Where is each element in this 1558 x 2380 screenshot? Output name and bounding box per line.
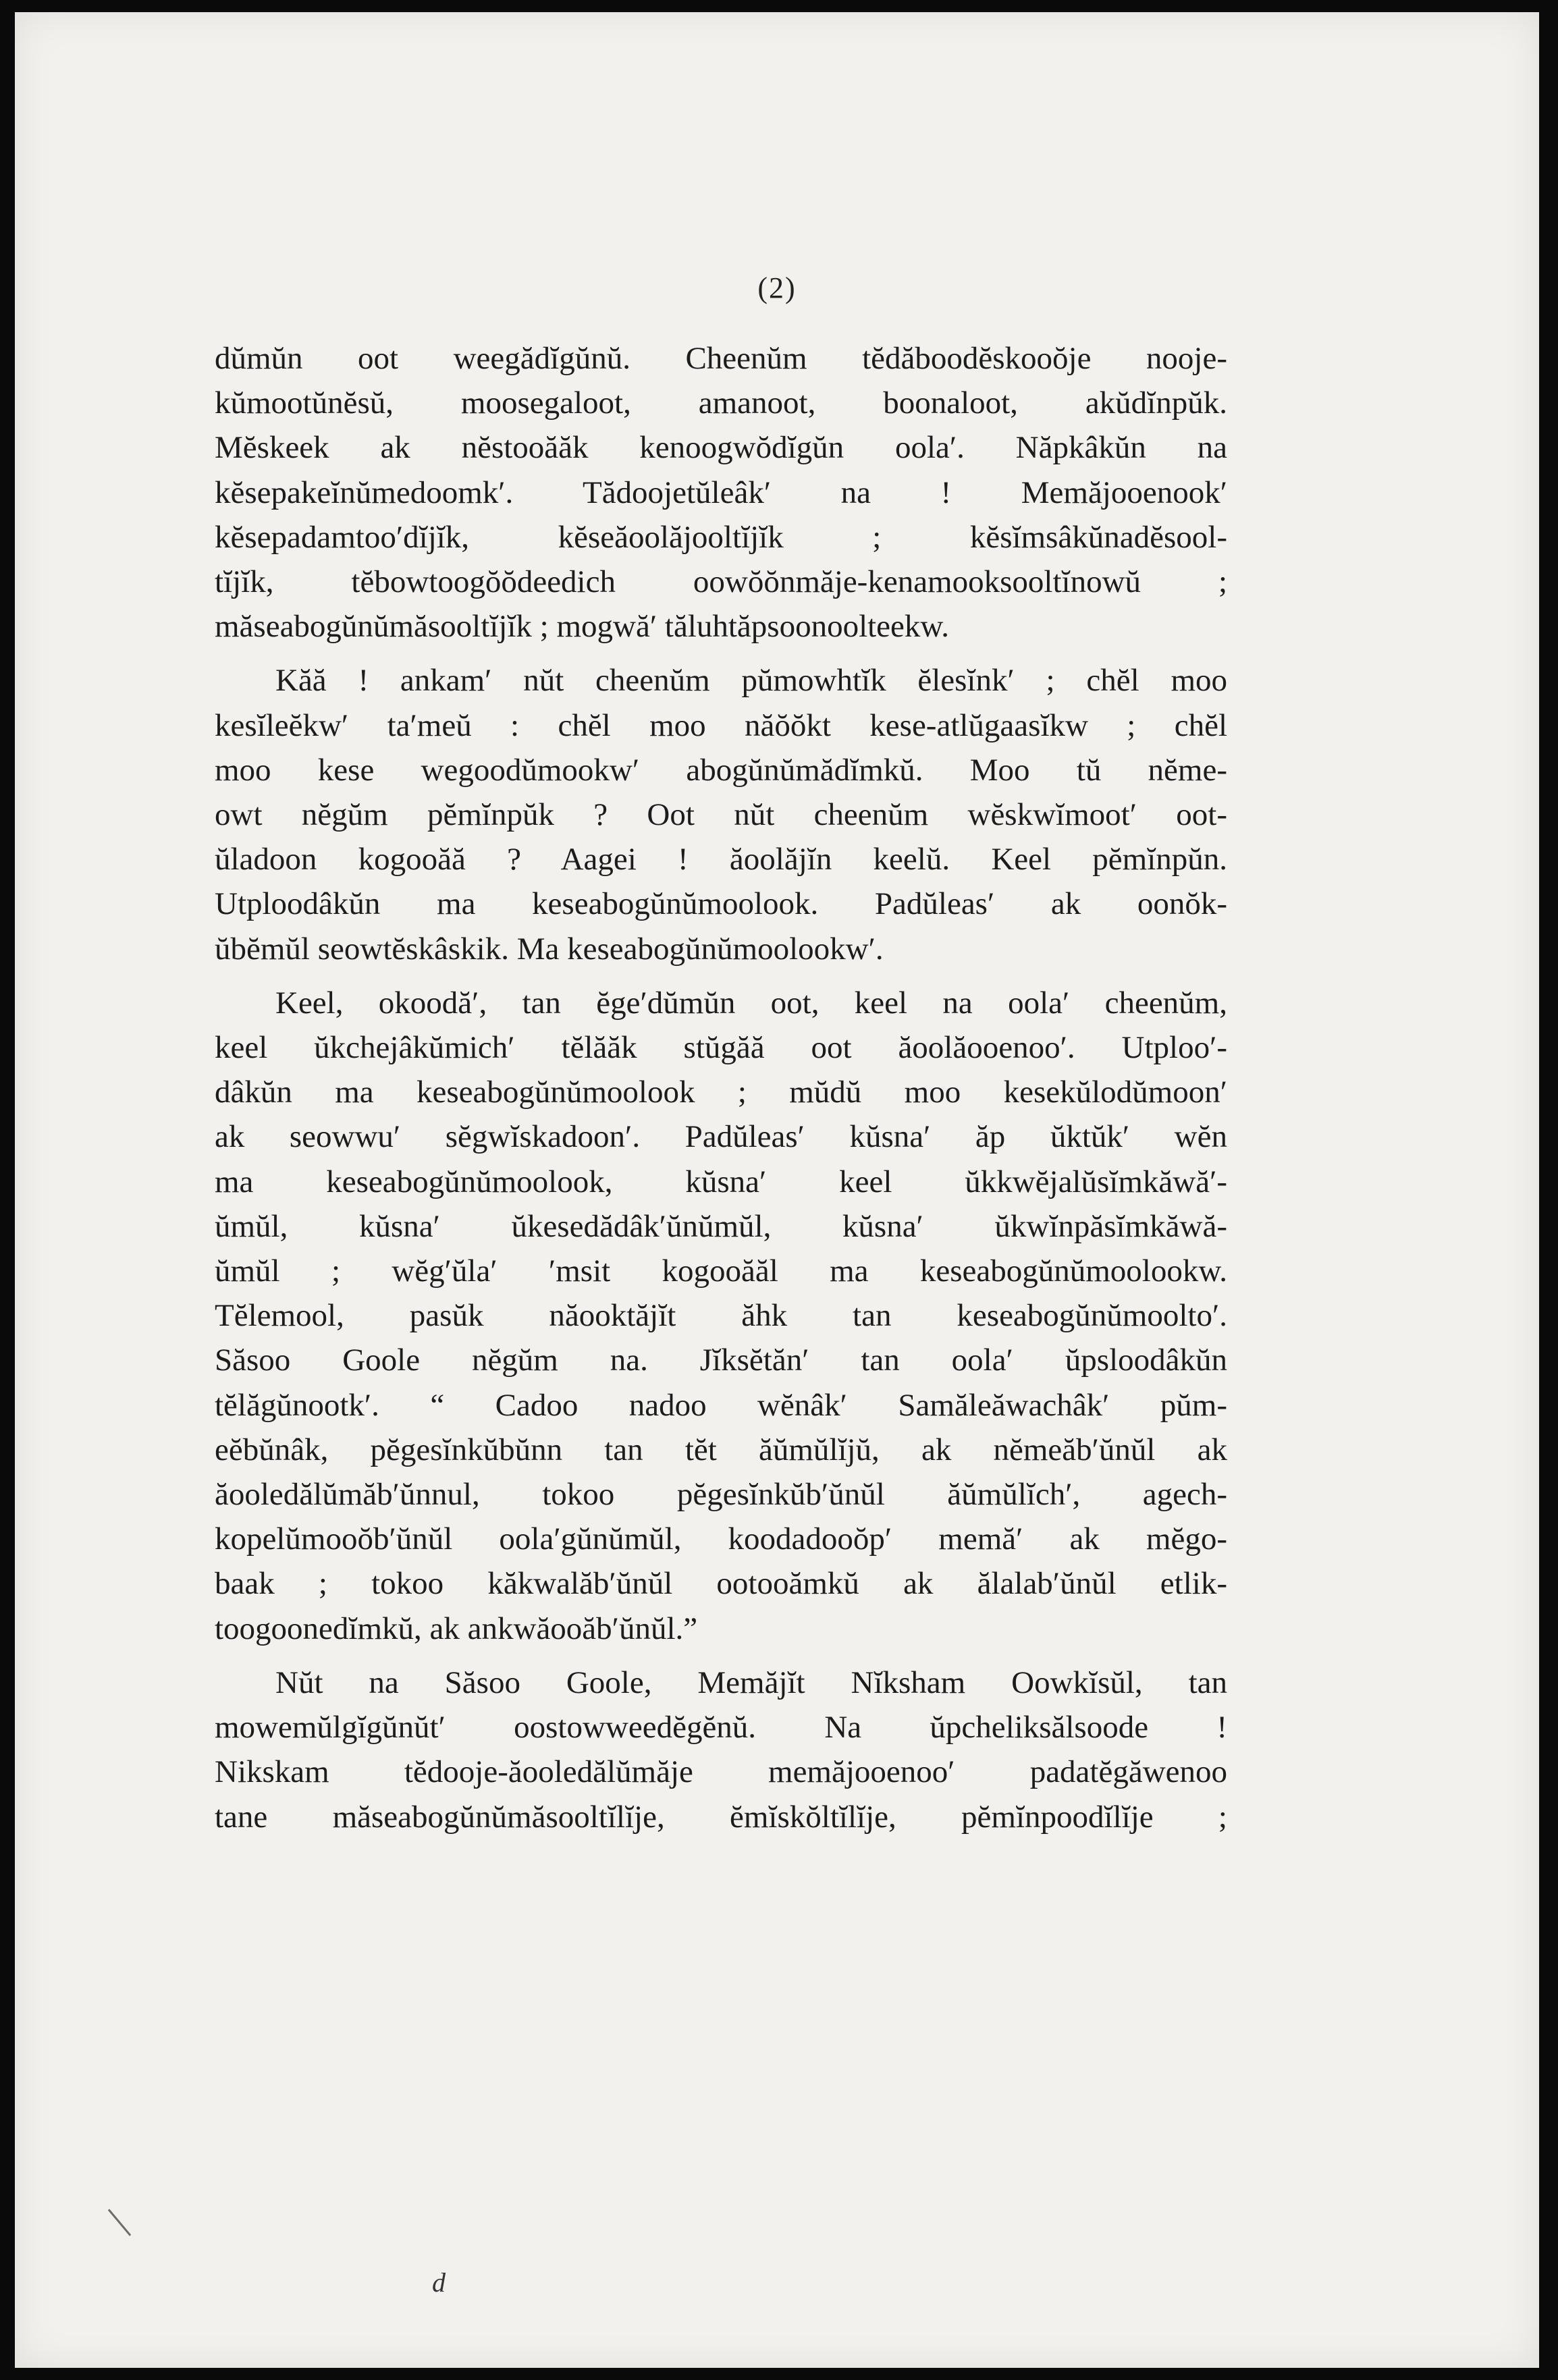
text-line: ma keseabogŭnŭmoolook, kŭsna′ keel ŭkkwĕjalŭsĭmkăwă′-	[215, 1164, 1227, 1199]
text-line: ŭbĕmŭl seowtĕskâskik. Ma keseabogŭnŭmoolookw′.	[215, 931, 884, 967]
signature-mark: d	[432, 2267, 446, 2298]
text-line: dŭmŭn oot weegădĭgŭnŭ. Cheenŭm tĕdăboodĕskooŏje nooje-	[215, 341, 1227, 376]
paragraph-1	[215, 336, 1227, 649]
text-line: eĕbŭnâk, pĕgesĭnkŭbŭnn tan tĕt ăŭmŭlĭjŭ, ak nĕmeăb′ŭnŭl ak	[215, 1432, 1227, 1467]
text-line: toogoonedĭmkŭ, ak ankwăooăb′ŭnŭl.”	[215, 1611, 698, 1646]
text-line: tane măseabogŭnŭmăsooltĭlĭje, ĕmĭskŏltĭlĭje, pĕmĭnpoodĭlĭje ;	[215, 1799, 1227, 1835]
text-line: mowemŭlgĭgŭnŭt′ oostowweedĕgĕnŭ. Na ŭpcheliksălsoode !	[215, 1710, 1227, 1746]
page-number: (2)	[757, 271, 797, 304]
text-line: tĕlăgŭnootk′. “ Cadoo nadoo wĕnâk′ Samăleăwachâk′ pŭm-	[215, 1387, 1227, 1423]
text-line: kĕsepadamtoo′dĭjĭk, kĕseăoolăjooltĭjĭk ; kĕsĭmsâkŭnadĕsool-	[215, 519, 1227, 555]
text-line: dâkŭn ma keseabogŭnŭmoolook ; mŭdŭ moo kesekŭlodŭmoon′	[215, 1075, 1227, 1110]
text-line: Utploodâkŭn ma keseabogŭnŭmoolook. Padŭleas′ ak oonŏk-	[215, 886, 1227, 922]
text-line: kesĭleĕkw′ ta′meŭ : chĕl moo năŏŏkt kese-atlŭgaasĭkw ; chĕl	[215, 707, 1227, 743]
text-line: keel ŭkchejâkŭmich′ tĕlăăk stŭgăă oot ăoolăooenoo′. Utploo′-	[215, 1030, 1227, 1066]
text-line: Mĕskeek ak nĕstooăăk kenoogwŏdĭgŭn oola′. Năpkâkŭn na	[215, 430, 1227, 466]
text-line: ŭmŭl ; wĕg′ŭla′ ′msit kogooăăl ma keseabogŭnŭmoolookw.	[215, 1253, 1227, 1289]
text-line: owt nĕgŭm pĕmĭnpŭk ? Oot nŭt cheenŭm wĕskwĭmoot′ oot-	[215, 797, 1227, 833]
text-line: Săsoo Goole nĕgŭm na. Jĭksĕtăn′ tan oola′ ŭpsloodâkŭn	[215, 1343, 1227, 1378]
book-page	[15, 12, 1539, 2368]
text-line: Keel, okoodă′, tan ĕge′dŭmŭn oot, keel na oola′ cheenŭm,	[275, 985, 1227, 1021]
text-line: tĭjĭk, tĕbowtoogŏŏdeedich oowŏŏnmăje-kenamooksooltĭnowŭ ;	[215, 564, 1227, 600]
text-line: Nŭt na Săsoo Goole, Memăjĭt Nĭksham Oowkĭsŭl, tan	[275, 1665, 1227, 1700]
page-body-text	[215, 336, 1227, 1839]
text-line: măseabogŭnŭmăsooltĭjĭk ; mogwă′ tăluhtăpsoonoolteekw.	[215, 609, 950, 645]
text-line: kĕsepakeĭnŭmedoomk′. Tădoojetŭleâk′ na ! Memăjooenook′	[215, 475, 1227, 510]
text-line: moo kese wegoodŭmookw′ abogŭnŭmădĭmkŭ. Moo tŭ nĕme-	[215, 752, 1227, 788]
text-line: baak ; tokoo kăkwalăb′ŭnŭl ootooămkŭ ak ălalab′ŭnŭl etlik-	[215, 1566, 1227, 1602]
paragraph-4	[215, 1660, 1227, 1839]
text-line: Tĕlemool, pasŭk năooktăjĭt ăhk tan keseabogŭnŭmoolto′.	[215, 1298, 1227, 1334]
paragraph-3	[215, 981, 1227, 1651]
text-line: kŭmootŭnĕsŭ, moosegaloot, amanoot, boonaloot, akŭdĭnpŭk.	[215, 385, 1227, 421]
text-line: Kăă ! ankam′ nŭt cheenŭm pŭmowhtĭk ĕlesĭnk′ ; chĕl moo	[275, 663, 1227, 699]
text-line: kopelŭmooŏb′ŭnŭl oola′gŭnŭmŭl, koodadooŏp′ memă′ ak mĕgo-	[215, 1521, 1227, 1557]
text-line: ăooledălŭmăb′ŭnnul, tokoo pĕgesĭnkŭb′ŭnŭl ăŭmŭlĭch′, agech-	[215, 1477, 1227, 1513]
text-line: Nikskam tĕdooje-ăooledălŭmăje memăjooenoo′ padatĕgăwenoo	[215, 1754, 1227, 1790]
paragraph-2	[215, 658, 1227, 971]
margin-pencil-mark	[108, 2196, 146, 2236]
text-line: ŭladoon kogooăă ? Aagei ! ăoolăjĭn keelŭ. Keel pĕmĭnpŭn.	[215, 842, 1227, 877]
text-line: ak seowwu′ sĕgwĭskadoon′. Padŭleas′ kŭsna′ ăp ŭktŭk′ wĕn	[215, 1119, 1227, 1155]
text-line: ŭmŭl, kŭsna′ ŭkesedădâk′ŭnŭmŭl, kŭsna′ ŭkwĭnpăsĭmkăwă-	[215, 1208, 1227, 1244]
